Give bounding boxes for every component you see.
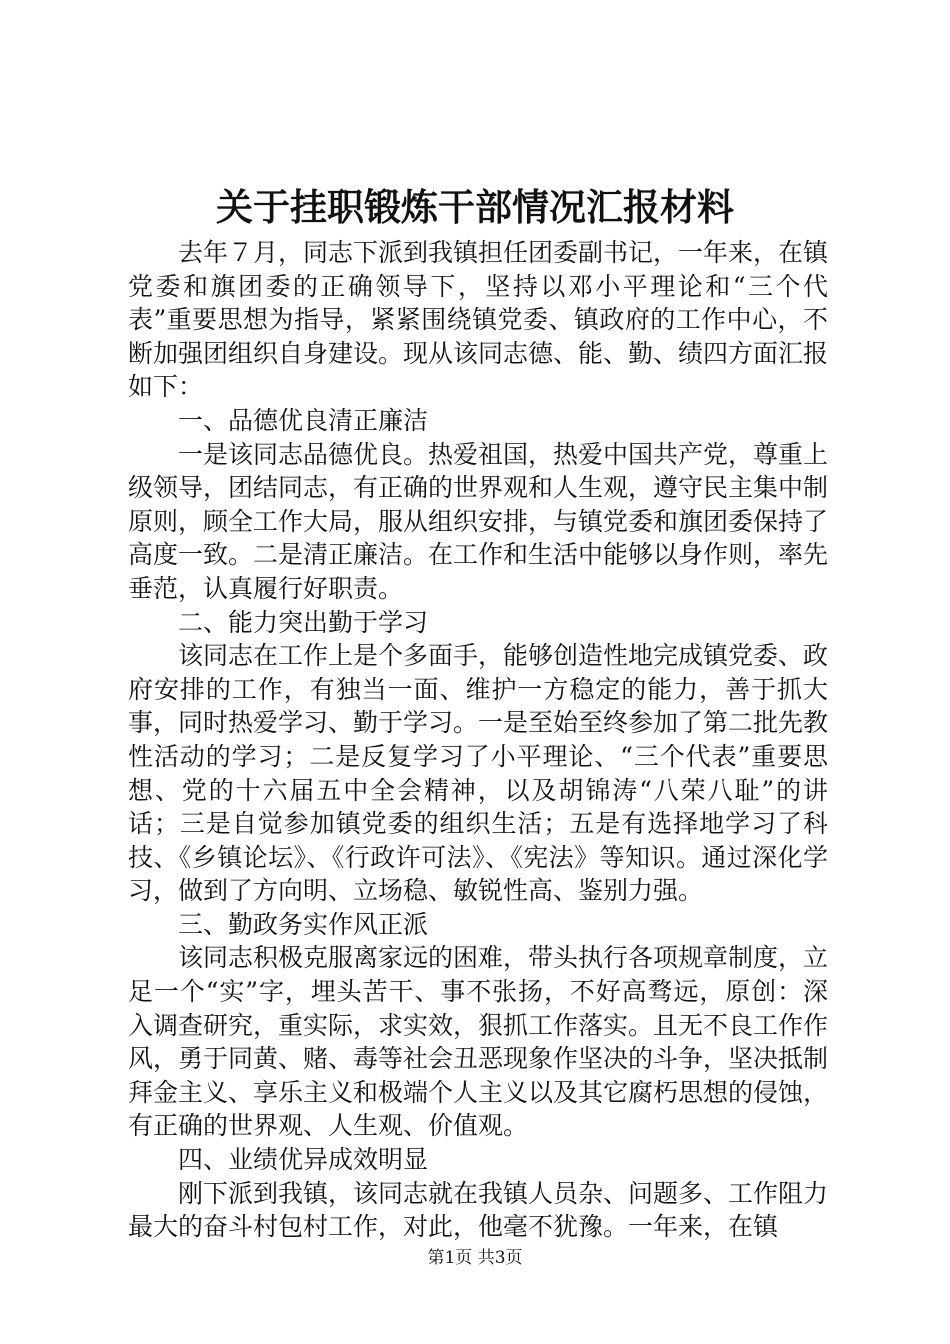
paragraph-section-2: 该同志在工作上是个多面手，能够创造性地完成镇党委、政府安排的工作，有独当一面、维护一方稳定的能力，善于抓大事，同时热爱学习、勤于学习。一是至始至终参加了第二批先教性活动的学习；二是反复学习了小平理论、“三个代表”重要思想、党的十六届五中全会精神，以及胡锦涛“八荣八耻”的讲话；三是自觉参加镇党委的组织生活；五是有选择地学习了科技、《乡镇论坛》、《行政许可法》、《宪法》等知识。通过深化学习，做到了方向明、立场稳、敏锐性高、鉴别力强。 — [128, 641, 829, 906]
section-heading-3: 三、勤政务实作风正派 — [178, 909, 429, 939]
section-heading-2: 二、能力突出勤于学习 — [178, 607, 429, 637]
section-heading-4: 四、业绩优异成效明显 — [178, 1145, 429, 1175]
paragraph-section-1: 一是该同志品德优良。热爱祖国，热爱中国共产党，尊重上级领导，团结同志，有正确的世界观和人生观，遵守民主集中制原则，顾全工作大局，服从组织安排，与镇党委和旗团委保持了高度一致。二是清正廉洁。在工作和生活中能够以身作则，率先垂范，认真履行好职责。 — [128, 439, 829, 603]
paragraph-section-4: 刚下派到我镇，该同志就在我镇人员杂、问题多、工作阻力最大的奋斗村包村工作，对此，他毫不犹豫。一年来，在镇 — [128, 1178, 829, 1242]
document-title: 关于挂职锻炼干部情况汇报材料 — [216, 185, 734, 229]
page-number-footer: 第1页 共3页 — [427, 1248, 523, 1268]
paragraph-intro: 去年７月，同志下派到我镇担任团委副书记，一年来，在镇党委和旗团委的正确领导下，坚持以邓小平理论和“三个代表”重要思想为指导，紧紧围绕镇党委、镇政府的工作中心，不断加强团组织自身建设。现从该同志德、能、勤、绩四方面汇报如下： — [128, 238, 829, 402]
document-body — [128, 236, 828, 1244]
paragraph-section-3: 该同志积极克服离家远的困难，带头执行各项规章制度，立足一个“实”字，埋头苦干、事不张扬，不好高骛远，原创：深入调查研究，重实际，求实效，狠抓工作落实。且无不良工作作风，勇于同黄、赌、毒等社会丑恶现象作坚决的斗争，坚决抵制拜金主义、享乐主义和极端个人主义以及其它腐朽思想的侵蚀，有正确的世界观、人生观、价值观。 — [128, 943, 829, 1141]
section-heading-1: 一、品德优良清正廉洁 — [178, 405, 429, 435]
